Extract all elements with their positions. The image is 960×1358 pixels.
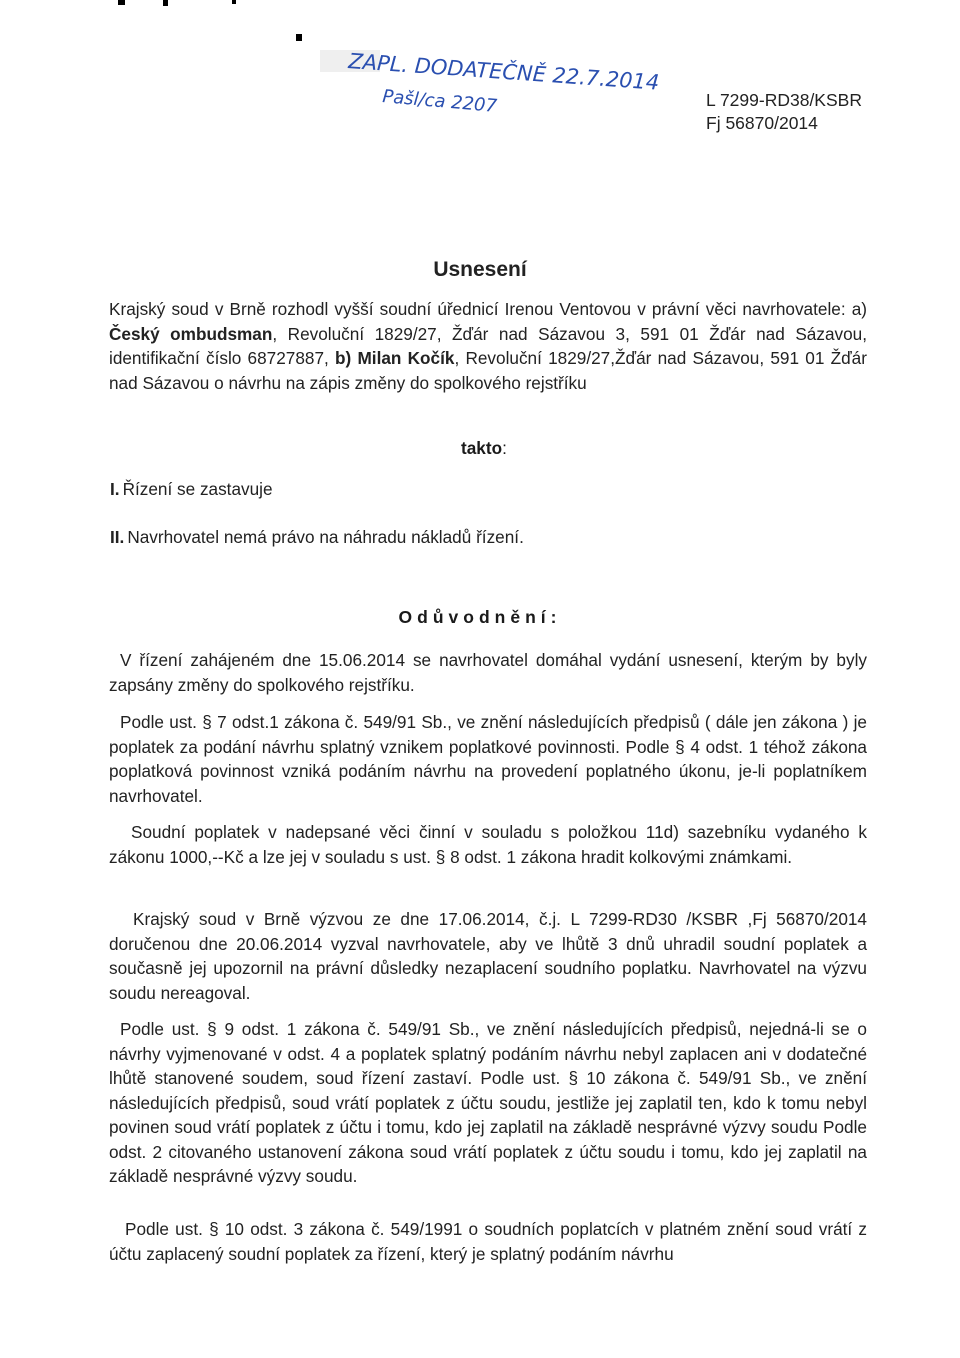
reasoning-heading: Odůvodnění: (398, 607, 562, 627)
scan-mark (296, 34, 302, 41)
ruling-number: I. (110, 479, 120, 499)
petitioner-b: b) Milan Kočík (335, 348, 455, 368)
scan-mark (118, 0, 125, 5)
ruling-number: II. (110, 527, 125, 547)
reasoning-paragraph: Podle ust. § 7 odst.1 zákona č. 549/91 Sb., ve znění následujících předpisů ( dále jen zákona ) je poplatek za podání návrhu splatný vznikem poplatkové povinnosti. Podle § 4 odst. 1 téhož zákona poplatková povinnost vzniká podáním návrhu na provedení poplatného úkonu, je-li poplatníkem navrhovatel. (109, 712, 867, 806)
ruling-text: Řízení se zastavuje (122, 479, 273, 499)
ruling-text: Navrhovatel nemá právo na náhradu nákladů řízení. (127, 527, 524, 547)
ruling-item (110, 479, 273, 500)
reasoning-paragraph: Soudní poplatek v nadepsané věci činní v souladu s položkou 11d) sazebníku vydaného k zákonu 1000,--Kč a lze jej v souladu s ust. § 8 odst. 1 zákona hradit kolkovými známkami. (109, 822, 867, 867)
scan-mark (232, 0, 236, 4)
intro-text: , Revoluční 1829/27, Žďár nad Sázavou 3, 591 01 Žďár nad Sázavou, identifikační číslo 68727887, (109, 323, 867, 368)
scan-mark (163, 0, 168, 6)
handwritten-line-1: ZAPL. DODATEČNĚ 22.7.2014 (347, 49, 661, 95)
takto-label (461, 438, 507, 459)
takto-word: takto (461, 438, 503, 458)
handwritten-annotation (320, 40, 700, 125)
intro-paragraph (109, 297, 867, 395)
reasoning-paragraph: V řízení zahájeném dne 15.06.2014 se navrhovatel domáhal vydání usnesení, kterým by byly zapsány změny do spolkového rejstříku. (109, 650, 867, 695)
reasoning-paragraph: Podle ust. § 10 odst. 3 zákona č. 549/1991 o soudních poplatcích v platném znění soud vrátí z účtu zaplacený soudní poplatek za řízení, který je splatný podáním návrhu (109, 1219, 867, 1264)
petitioner-a: Český ombudsman (109, 323, 273, 344)
intro-text: Krajský soud v Brně rozhodl vyšší soudní úřednicí Irenou Ventovou v právní věci navrhovatele: a) (109, 299, 867, 319)
takto-colon: : (502, 438, 507, 458)
document-title: Usnesení (433, 258, 527, 281)
ruling-item (110, 527, 524, 548)
case-reference (706, 89, 862, 135)
intro-text: , Revoluční 1829/27,Žďár nad Sázavou, 591 01 Žďár nad Sázavou o návrhu na zápis změny do spolkového rejstříku (109, 348, 867, 393)
handwritten-line-2: Pašl/ca 2207 (381, 86, 498, 117)
case-number: L 7299-RD38/KSBR (706, 90, 862, 110)
reasoning-paragraph: Podle ust. § 9 odst. 1 zákona č. 549/91 Sb., ve znění následujících předpisů, nejedná-li se o návrhy vyjmenované v odst. 4 a poplatek splatný podáním návrhu nebyl zaplacen ani v dodatečné lhůtě stanovené soudem, soud řízení zastaví. Podle ust. § 10 zákona č. 549/91 Sb., ve znění následujících předpisů, soud vrátí poplatek z účtu soudu, jestliže jej zaplatil ten, kdo k tomu nebyl povinen soud vrátí poplatek z účtu i tomu, kdo jej zaplatil na základě nesprávné výzvy soudu Podle odst. 2 citovaného ustanovení zákona soud vrátí poplatek z účtu soudu i tomu, kdo jej zaplatil na základě nesprávné výzvy soudu. (109, 1019, 867, 1186)
reasoning-paragraph: Krajský soud v Brně výzvou ze dne 17.06.2014, č.j. L 7299-RD30 /KSBR ,Fj 56870/2014 doručenou dne 20.06.2014 vyzval navrhovatele, aby ve lhůtě 3 dnů uhradil soudní poplatek a současně jej upozornil na právní důsledky nezaplacení soudního poplatku. Navrhovatel na výzvu soudu nereagoval. (109, 909, 867, 1003)
file-number: Fj 56870/2014 (706, 113, 818, 133)
